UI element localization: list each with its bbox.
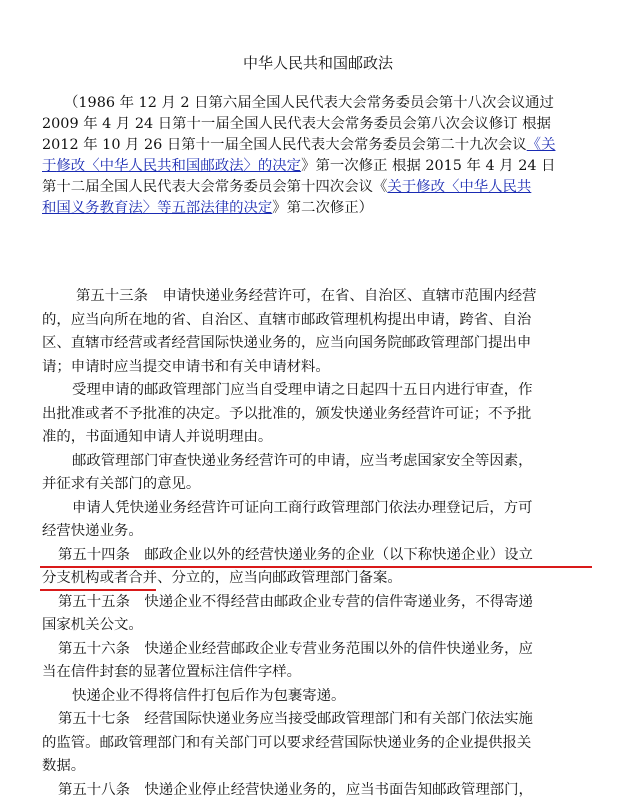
preamble-line-4 bbox=[42, 156, 602, 177]
highlight-underline-1 bbox=[40, 566, 592, 568]
preamble-line-6 bbox=[42, 198, 602, 219]
article-57-line: 第五十七条 经营国际快递业务应当接受邮政管理部门和有关部门依法实施 bbox=[42, 708, 602, 732]
article-53-line: 经营快递业务。 bbox=[42, 520, 602, 544]
article-55-line-highlighted: 第五十五条 快递企业不得经营由邮政企业专营的信件寄递业务，不得寄递 bbox=[42, 591, 602, 615]
amendment-link-1-start[interactable]: 《关 bbox=[527, 137, 556, 153]
preamble-line-2: 2009 年 4 月 24 日第十一届全国人民代表大会常务委员会第八次会议修订 根据 bbox=[42, 114, 602, 135]
article-53-line: 区、直辖市经营或者经营国际快递业务的，应当向国务院邮政管理部门提出申 bbox=[42, 332, 602, 356]
article-56-line: 第五十六条 快递企业经营邮政企业专营业务范围以外的信件快递业务，应 bbox=[42, 638, 602, 662]
preamble-line-3-text: 2012 年 10 月 26 日第十一届全国人民代表大会常务委员会第二十九次会议 bbox=[42, 137, 527, 153]
article-53-line: 邮政管理部门审查快递业务经营许可的申请，应当考虑国家安全等因素， bbox=[42, 450, 602, 474]
amendment-link-2-start[interactable]: 关于修改〈中华人民共 bbox=[387, 179, 531, 195]
article-54-line: 第五十四条 邮政企业以外的经营快递业务的企业（以下称快递企业）设立 bbox=[42, 544, 602, 568]
preamble-line-5-text: 第十二届全国人民代表大会常务委员会第十四次会议《 bbox=[42, 179, 387, 195]
article-53-line: 请；申请时应当提交申请书和有关申请材料。 bbox=[42, 356, 602, 380]
highlight-underline-2 bbox=[40, 589, 156, 591]
article-53-line: 准的，书面通知申请人并说明理由。 bbox=[42, 426, 602, 450]
article-body bbox=[42, 285, 602, 802]
preamble-line-4-text: 》第一次修正 根据 2015 年 4 月 24 日 bbox=[301, 158, 555, 174]
article-54-line: 分支机构或者合并、分立的，应当向邮政管理部门备案。 bbox=[42, 567, 602, 591]
article-57-line: 的监管。邮政管理部门和有关部门可以要求经营国际快递业务的企业提供报关 bbox=[42, 732, 602, 756]
article-56-line: 当在信件封套的显著位置标注信件字样。 bbox=[42, 661, 602, 685]
article-53-line: 的，应当向所在地的省、自治区、直辖市邮政管理机构提出申请，跨省、自治 bbox=[42, 309, 602, 333]
amendment-link-2[interactable]: 和国义务教育法〉等五部法律的决定 bbox=[42, 200, 272, 216]
article-53-line: 受理申请的邮政管理部门应当自受理申请之日起四十五日内进行审查，作 bbox=[42, 379, 602, 403]
preamble bbox=[42, 93, 602, 219]
article-53-line: 第五十三条 申请快递业务经营许可，在省、自治区、直辖市范围内经营 bbox=[42, 285, 602, 309]
amendment-link-1[interactable]: 修改〈中华人民共和国邮政法〉的决定 bbox=[56, 158, 301, 174]
article-53-line: 并征求有关部门的意见。 bbox=[42, 473, 602, 497]
article-58-line: 第五十八条 快递企业停止经营快递业务的，应当书面告知邮政管理部门， bbox=[42, 779, 602, 802]
article-53-line: 出批准或者不予批准的决定。予以批准的，颁发快递业务经营许可证；不予批 bbox=[42, 403, 602, 427]
preamble-line-6-text: 》第二次修正） bbox=[272, 200, 373, 216]
amendment-link-1-prefix[interactable]: 于 bbox=[42, 158, 56, 174]
preamble-line-3 bbox=[42, 135, 602, 156]
article-57-line: 数据。 bbox=[42, 755, 602, 779]
article-56-line: 快递企业不得将信件打包后作为包裹寄递。 bbox=[42, 685, 602, 709]
preamble-line-1: （1986 年 12 月 2 日第六届全国人民代表大会常务委员会第十八次会议通过 bbox=[42, 93, 602, 114]
preamble-line-5 bbox=[42, 177, 602, 198]
document-title: 中华人民共和国邮政法 bbox=[0, 53, 636, 73]
article-53-line: 申请人凭快递业务经营许可证向工商行政管理部门依法办理登记后，方可 bbox=[42, 497, 602, 521]
article-55-line-highlighted: 国家机关公文。 bbox=[42, 614, 602, 638]
